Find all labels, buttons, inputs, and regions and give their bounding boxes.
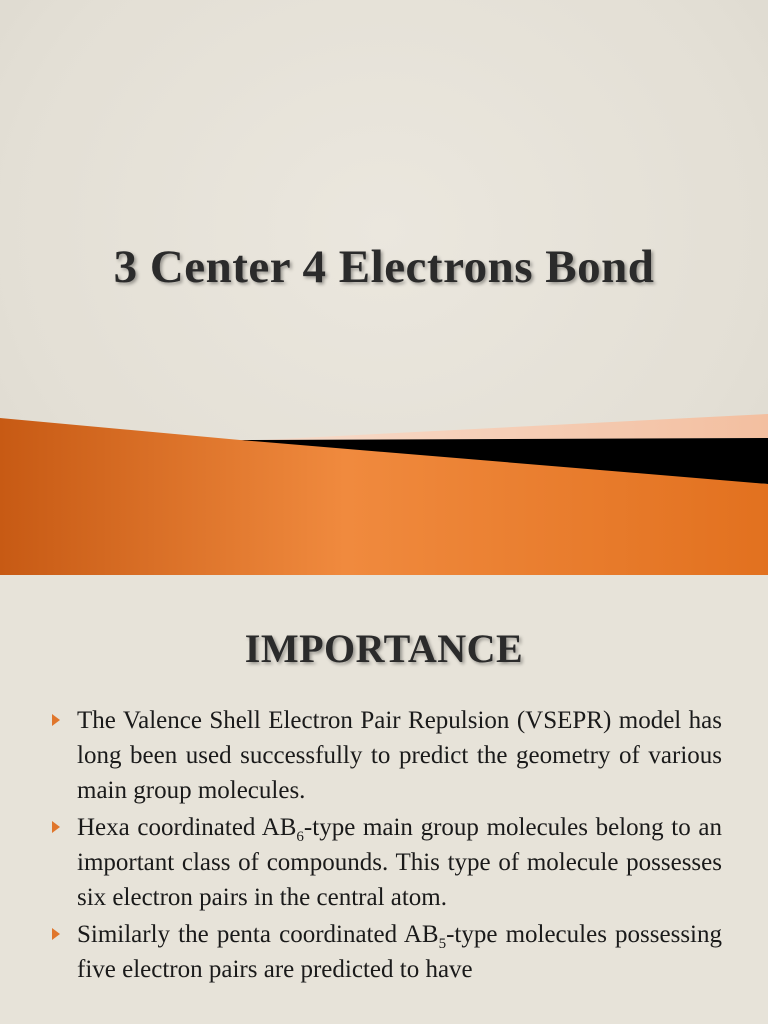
slide-heading: IMPORTANCE <box>244 626 524 671</box>
peach-strip <box>260 414 768 440</box>
slide-title: 3 Center 4 Electrons Bond <box>113 241 655 293</box>
bullet-item <box>52 810 722 915</box>
triangle-right-icon <box>52 821 60 833</box>
bullet-text: Similarly the penta coordinated AB <box>77 921 439 948</box>
bullet-text: -type main group molecules belong to an important class of compounds. This type of molecule possesses six electron pairs in the central atom. <box>77 814 722 911</box>
importance-slide <box>0 575 768 1024</box>
bullet-item <box>52 917 722 987</box>
bullet-text: The Valence Shell Electron Pair Repulsion (VSEPR) model has long been used successfully to predict the geometry of various main group molecules. <box>77 707 722 804</box>
triangle-right-icon <box>52 928 60 940</box>
bullet-text: -type molecules possessing five electron pairs are predicted to have <box>77 921 722 983</box>
decorative-band <box>0 400 768 575</box>
triangle-right-icon <box>52 714 60 726</box>
bullet-item <box>52 703 722 808</box>
bullet-list <box>52 703 722 989</box>
subscript: 6 <box>296 829 304 845</box>
subscript: 5 <box>438 936 447 952</box>
bullet-text: Hexa coordinated AB <box>77 814 297 841</box>
